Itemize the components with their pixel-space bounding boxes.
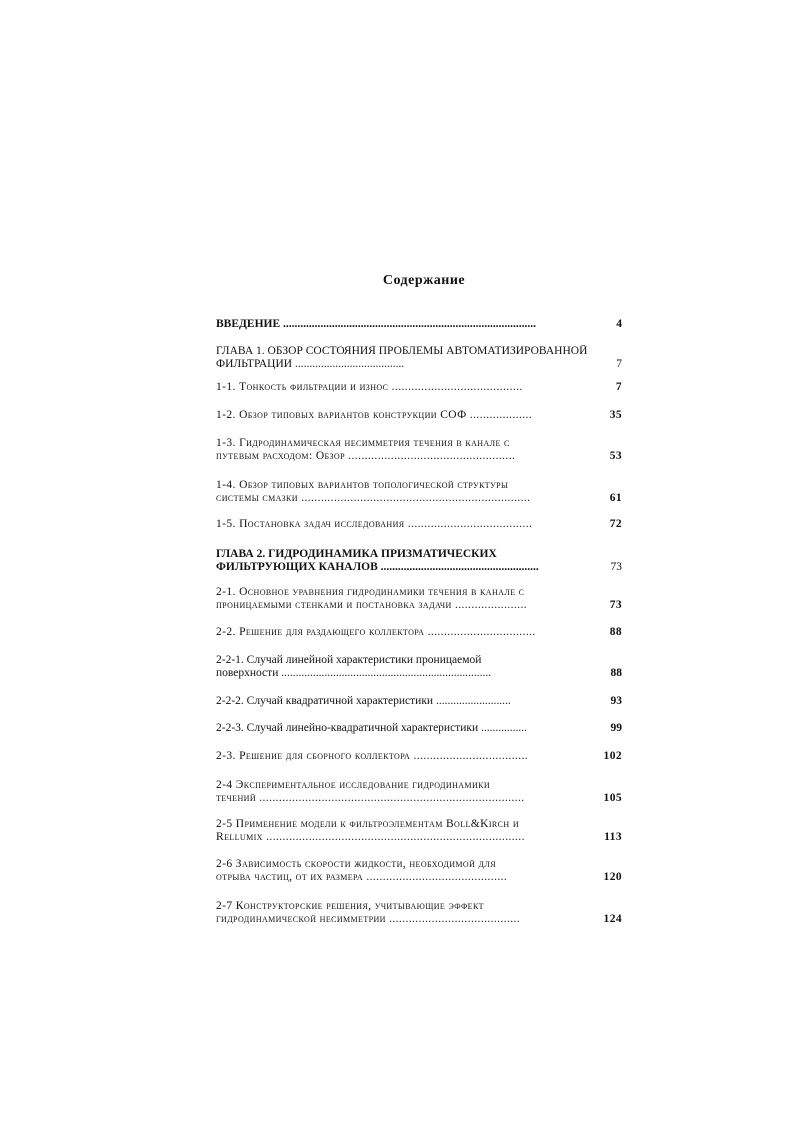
- toc-entry-line: 2-5 Применение модели к фильтроэлементам Boll&Kirch и: [216, 818, 520, 830]
- toc-entry-line: системы смазки ......................................................................: [216, 492, 531, 504]
- toc-page-number: 7: [616, 358, 622, 370]
- toc-entry-1-2: [216, 409, 622, 422]
- toc-page-number: 73: [609, 599, 622, 611]
- toc-page-number: 105: [603, 792, 622, 804]
- toc-entry-line: 1-1. Тонкость фильтрации и износ ........................................: [216, 381, 523, 393]
- toc-entry-line: 2-2-1. Случай линейной характеристики проницаемой: [216, 654, 482, 666]
- toc-entry-line: 2-2-2. Случай квадратичной характеристики ..........................: [216, 695, 511, 707]
- toc-entry-line: Rellumix ...............................................................................: [216, 831, 525, 843]
- toc-page-number: 124: [603, 913, 622, 925]
- toc-page-number: 99: [610, 722, 622, 734]
- toc-entry-2-4: [216, 779, 622, 805]
- toc-entry-line: 2-4 Экспериментальное исследование гидродинамики: [216, 779, 491, 791]
- toc-entry-line: 2-7 Конструкторские решения, учитывающие эффект: [216, 900, 484, 912]
- toc-entry-line: течений .................................................................................: [216, 792, 525, 804]
- toc-entry-line: 1-4. Обзор типовых вариантов топологической структуры: [216, 479, 509, 491]
- toc-entry-line: 2-2-3. Случай линейно-квадратичной характеристики ................: [216, 722, 527, 734]
- toc-page-number: 35: [609, 409, 622, 421]
- toc-entry-2-2-2: [216, 695, 622, 708]
- toc-entry-line: ВВЕДЕНИЕ ........................................................................................: [216, 318, 537, 330]
- toc-entry-line: поверхности .........................................................................: [216, 667, 492, 679]
- toc-entry-line: 1-3. Гидродинамическая несимметрия течения в канале с: [216, 437, 510, 449]
- toc-entry-line: 1-5. Постановка задач исследования ......................................: [216, 518, 533, 530]
- toc-entry-line: 2-3. Решение для сборного коллектора ...................................: [216, 750, 529, 762]
- toc-page-number: 61: [609, 492, 622, 504]
- toc-page-number: 88: [609, 626, 622, 638]
- toc-entry-2-6: [216, 858, 622, 884]
- toc-entry-2-3: [216, 750, 622, 763]
- toc-entry-2-7: [216, 900, 622, 926]
- page-title: Содержание: [382, 273, 466, 288]
- toc-page-number: 113: [604, 831, 622, 843]
- toc-entry-chapter-1: [216, 345, 622, 371]
- toc-entry-2-2-3: [216, 722, 622, 735]
- toc-entry-2-5: [216, 818, 622, 844]
- toc-entry-introduction: [216, 318, 622, 331]
- toc-entry-line: отрыва частиц, от их размера ...........................................: [216, 871, 508, 883]
- toc-entry-1-3: [216, 437, 622, 463]
- toc-page-number: 120: [603, 871, 622, 883]
- toc-entry-line: проницаемыми стенками и постановка задачи ......................: [216, 599, 528, 611]
- toc-page-number: 4: [616, 318, 622, 330]
- toc-entry-2-1: [216, 586, 622, 612]
- toc-page-number: 7: [615, 381, 622, 393]
- toc-entry-line: путевым расходом: Обзор ...................................................: [216, 450, 516, 462]
- toc-entry-1-5: [216, 518, 622, 531]
- toc-page-number: 72: [609, 518, 622, 530]
- toc-entry-line: ФИЛЬТРУЮЩИХ КАНАЛОВ .......................................................: [216, 561, 539, 573]
- toc-entry-line: 2-1. Основное уравнения гидродинамики течения в канале с: [216, 586, 525, 598]
- toc-page-number: 53: [609, 450, 622, 462]
- toc-entry-line: ГЛАВА 1. ОБЗОР СОСТОЯНИЯ ПРОБЛЕМЫ АВТОМАТИЗИРОВАННОЙ: [216, 345, 588, 357]
- toc-entry-1-1: [216, 381, 622, 394]
- toc-page-number: 73: [610, 561, 622, 573]
- toc-page-number: 102: [603, 750, 622, 762]
- toc-entry-line: 2-2. Решение для раздающего коллектора .................................: [216, 626, 536, 638]
- toc-page-number: 93: [610, 695, 622, 707]
- toc-page-number: 88: [610, 667, 622, 679]
- toc-entry-line: 1-2. Обзор типовых вариантов конструкции СОФ ...................: [216, 409, 533, 421]
- toc-entry-line: 2-6 Зависимость скорости жидкости, необходимой для: [216, 858, 496, 870]
- toc-entry-line: ФИЛЬТРАЦИИ ......................................: [216, 358, 405, 370]
- toc-entry-line: ГЛАВА 2. ГИДРОДИНАМИКА ПРИЗМАТИЧЕСКИХ: [216, 548, 497, 560]
- toc-entry-chapter-2: [216, 548, 622, 574]
- toc-entry-1-4: [216, 479, 622, 505]
- toc-entry-line: гидродинамической несимметрии ........................................: [216, 913, 521, 925]
- toc-entry-2-2-1: [216, 654, 622, 680]
- toc-entry-2-2: [216, 626, 622, 639]
